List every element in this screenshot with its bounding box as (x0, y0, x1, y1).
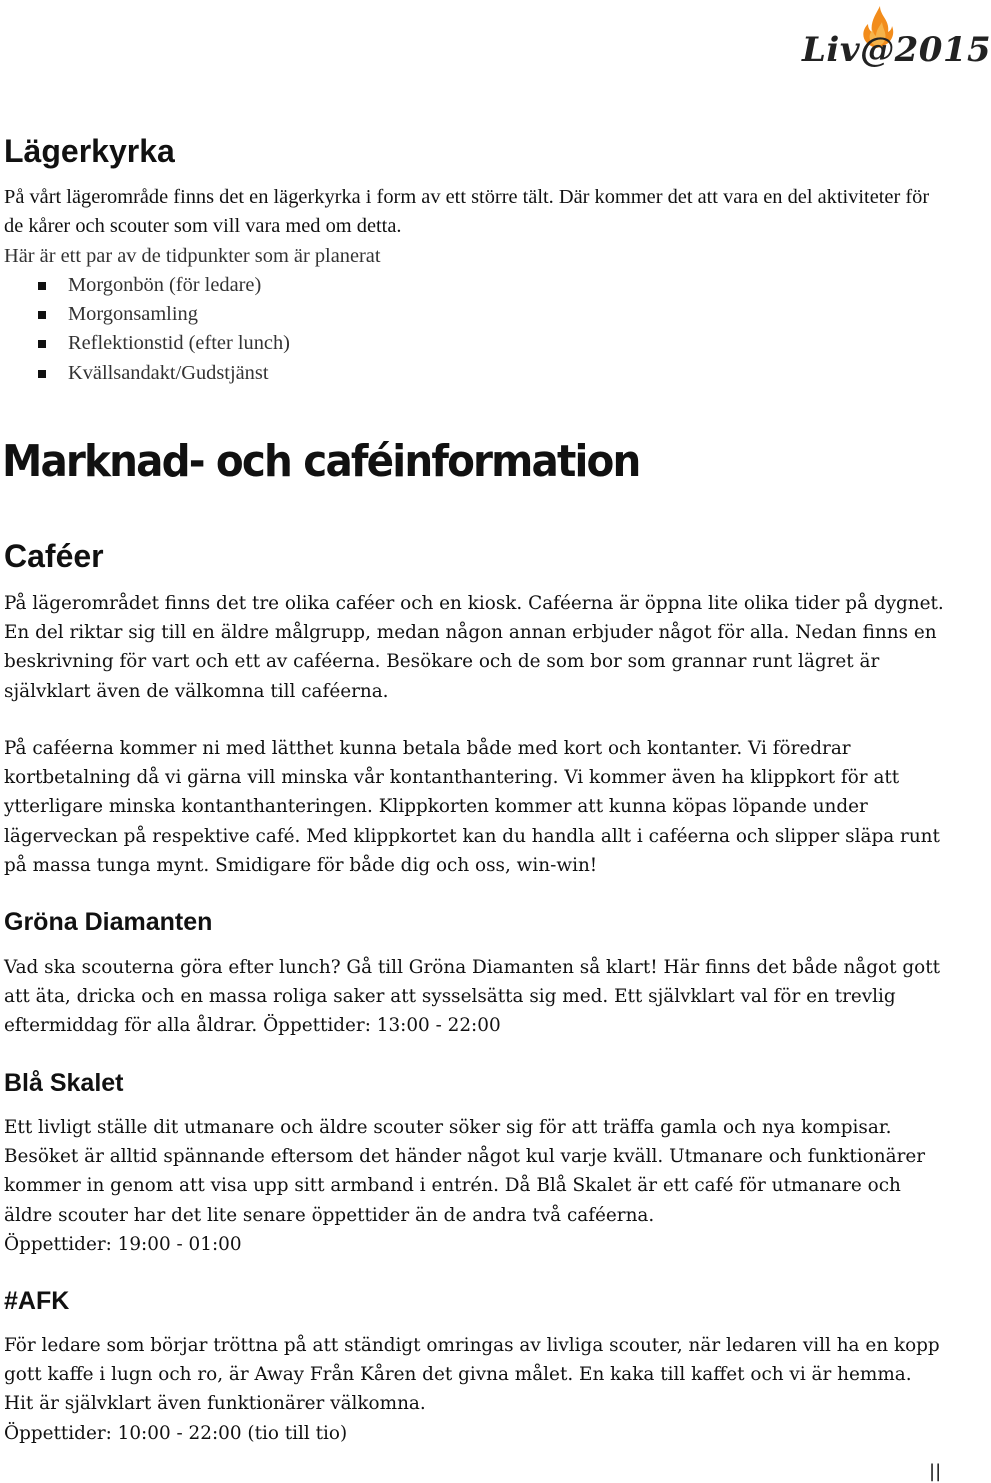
heading-lagerkyrka: Lägerkyrka (4, 133, 175, 169)
heading-afk: #AFK (4, 1287, 70, 1315)
heading-cafeer: Caféer (4, 538, 104, 574)
afk-text: För ledare som börjar tröttna på att ständigt omringas av livliga scouter, när ledaren vill ha en kopp gott kaffe i lugn och ro, är Away Från Kåren det givna målet. En kaka till kaffet och vi är hemma. Hit är självklart även funktionärer välkomna. (4, 1335, 940, 1415)
bla-skalet-text: Ett livligt ställe dit utmanare och äldre scouter söker sig för att träffa gamla och nya kompisar. Besöket är alltid spännande eftersom det händer något kul varje kväll. Utmanare och funktionärer kommer in genom att visa upp sitt armband i entrén. Då Blå Skalet är ett café för utmanare och äldre scouter har det lite senare öppettider än de andra två caféerna. (4, 1117, 926, 1226)
bullet-square-icon (38, 340, 46, 348)
event-logo (798, 4, 991, 80)
heading-bla-skalet: Blå Skalet (4, 1069, 124, 1097)
heading-marknad-cafeinformation: Marknad- och caféinformation (2, 436, 640, 487)
logo-text: Liv@2015 (802, 30, 991, 70)
cafeer-paragraph-2: På caféerna kommer ni med lätthet kunna betala både med kort och kontanter. Vi föredrar kortbetalning då vi gärna vill minska vår kontanthantering. Vi kommer även ha klippkort för att ytterligare minska kontanthanteringen. Klippkorten kommer att kunna köpas löpande under lägerveckan på respektive café. Med klippkortet kan du handla allt i caféerna och slipper släpa runt på massa tunga mynt. Smidigare för både dig och oss, win-win! (4, 738, 940, 876)
list-item: Reflektionstid (efter lunch) (38, 329, 290, 358)
afk-hours: Öppettider: 10:00 - 22:00 (tio till tio) (4, 1423, 348, 1444)
bullet-square-icon (38, 282, 46, 290)
list-item: Morgonbön (för ledare) (38, 271, 290, 300)
grona-diamanten-text: Vad ska scouterna göra efter lunch? Gå till Gröna Diamanten så klart! Här finns det både något gott att äta, dricka och en massa roliga saker att sysselsätta sig med. Ett självklart val för en trevlig eftermiddag för alla åldrar. Öppettider: 13:00 - 22:00 (4, 957, 940, 1037)
page-end-mark: || (929, 1461, 942, 1482)
list-item: Morgonsamling (38, 300, 290, 329)
list-item: Kvällsandakt/Gudstjänst (38, 359, 290, 388)
bullet-square-icon (38, 370, 46, 378)
heading-grona-diamanten: Gröna Diamanten (4, 908, 213, 936)
bullet-square-icon (38, 311, 46, 319)
cafeer-paragraph-1: På lägerområdet finns det tre olika caféer och en kiosk. Caféerna är öppna lite olika tider på dygnet. En del riktar sig till en äldre målgrupp, medan någon annan erbjuder något för alla. Nedan finns en beskrivning för vart och ett av caféerna. Besökare och de som bor som grannar runt lägret är självklart även de välkomna till caféerna. (4, 593, 944, 702)
lagerkyrka-intro: På vårt lägerområde finns det en lägerkyrka i form av ett större tält. Där kommer det att vara en del aktiviteter för de kårer och scouter som vill vara med om detta. (4, 186, 930, 238)
lagerkyrka-schedule-list (38, 271, 290, 388)
lagerkyrka-lead: Här är ett par av de tidpunkter som är planerat (4, 245, 381, 267)
bla-skalet-hours: Öppettider: 19:00 - 01:00 (4, 1234, 242, 1255)
